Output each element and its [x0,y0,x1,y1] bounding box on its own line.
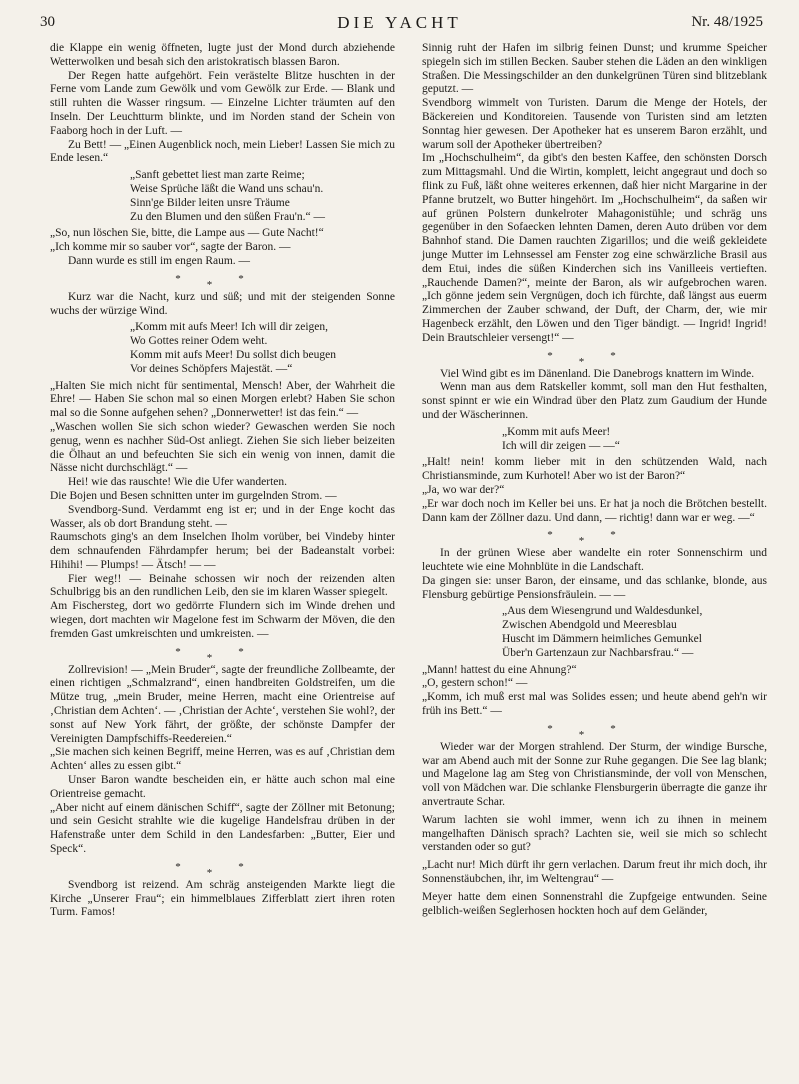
asterisk-ornament: * [238,645,270,658]
paragraph: Svendborg ist reizend. Am schräg ansteigenden Markte liegt die Kirche „Unserer Frau“; ein himmelblaues Zifferblatt ziert ihren roten Turm. Famos! [50,878,395,919]
asterisk-ornament: * [175,645,207,658]
paragraph: Im „Hochschulheim“, da gibt's den besten Kaffee, den schönsten Dorsch zum Mittagsmahl. Und die Wirtin, komplett, leicht angegraut und doch so flink zu Fuß, läßt ohne weiteres erkennen, daß hier nicht Margarine in der Pfanne brutzelt, wo Butter hingehört. Im „Hochschulheim“, da saßen wir auf grünen Polstern dunkelroter Mahagonistühle; und schräg uns gegenüber in den Sofaecken lehnten Damen, deren Auto drüben vor dem Bahnhof stand. Die Damen rauchten Zigarillos; und die weiß gekleidete junge Mutter im Lehnsessel am Fenster zog eine schwärzliche Brasil aus dem Etui, indes die süßen Kinderchen sich ins Vanilleeis vertieften. „Rauchende Damen?“, meinte der Baron, als wir aufgebrochen waren. „Ich gönne jedem sein Vergnügen, doch ich fürchte, daß längst aus euerm Zimmerchen der Zauber schwand, der Duft, der Charm, der, wie mir Hagenbeck erzählt, den Löwen und den Tiger bändigt. — Ingrid! Ingrid! Dein Brautschleier versengt!“ — [422,152,767,344]
section-divider-stars [422,529,767,548]
asterisk-ornament: * [238,860,270,873]
paragraph: Die Bojen und Besen schnitten unter im gurgelnden Strom. — [50,489,337,502]
paragraph: Hei! wie das rauschte! Wie die Ufer wanderten. [68,476,288,489]
paragraph: „Ja, wo war der?“ [422,483,505,496]
paragraph: Da gingen sie: unser Baron, der einsame, und das schlanke, blonde, aus Flensburg gebürtige Pensionsfräulein. — — [422,574,767,601]
magazine-title: DIE YACHT [337,13,462,32]
section-divider-stars [50,272,395,291]
paragraph: „Komm, ich muß erst mal was Solides essen; und heute abend geh'n wir früh ins Bett.“ — [422,691,767,718]
paragraph: Unser Baron wandte bescheiden ein, er hätte auch schon mal eine Orientreise gemacht. [50,774,395,800]
issue-number: Nr. 48/1925 [691,14,763,30]
verse-line: Zwischen Abendgold und Meeresblau [502,619,677,632]
paragraph: Zu Bett! — „Einen Augenblick noch, mein Lieber! Lassen Sie mich zu Ende lesen.“ [50,138,395,165]
verse-line: „Komm mit aufs Meer! [502,425,611,438]
verse [502,426,767,454]
section-divider-stars [50,860,395,879]
verse-line: Zu den Blumen und den süßen Frau'n.“ — [130,210,325,223]
asterisk-ornament: * [175,272,207,285]
paragraph: „O, gestern schon!“ — [422,677,528,690]
asterisk-ornament: * [547,349,579,362]
paragraph: „Mann! hattest du eine Ahnung?“ [422,663,577,676]
asterisk-ornament: * [206,278,239,291]
paragraph: Wenn man aus dem Ratskeller kommt, soll man den Hut festhalten, sonst spinnt er wie ein Windrad über den Platz zum Gaudium der Hunde und der Wäscherinnen. [422,381,767,421]
paragraph: Zollrevision! — „Mein Bruder“, sagte der freundliche Zollbeamte, der einen richtigen „Schmalzrand“, einen handbreiten Goldstreifen, um die Mütze trug, „mein Bruder, meine Herren, macht eine Orientreise auf ‚Christian dem Achten‘. — ‚Christian der Achte‘, verstehen Sie wohl?, der sonst auf New York fährt, der größte, der schönste Dampfer der Vereinigten Dampfschiffs-Reedereien.“ [50,663,395,745]
paragraph: Am Fischersteg, dort wo gedörrte Flundern sich im Winde drehen und wiegen, dort machten wir Magelone fest im Schwarm der Möven, die den fremden Gast umkreischten und umkreisten. — [50,600,395,640]
asterisk-ornament: * [578,355,611,368]
paragraph: Der Regen hatte aufgehört. Fein verästelte Blitze huschten in der Ferne vom Lande zum Gewölk und vom Gewölk zur Erde. — Blank und still ruhten die Wasser ringsum. — Einzelne Lichter träumten auf den Inseln. Der Leuchtturm blinkte, und im Norden stand der Schein von Faaborg hoch in der Luft. — [50,69,395,137]
asterisk-ornament: * [547,722,579,735]
right-column [422,42,767,918]
verse-line: Weise Sprüche läßt die Wand uns schau'n. [130,182,324,195]
paragraph: „Halt! nein! komm lieber mit in den schützenden Wald, nach Christiansminde, zum Kurhotel! Aber wo ist der Baron?“ [422,456,767,483]
verse [130,169,395,224]
verse-line: „Komm mit aufs Meer! Ich will dir zeigen, [130,321,328,334]
asterisk-ornament: * [175,860,207,873]
asterisk-ornament: * [610,529,642,542]
paragraph: „Lacht nur! Mich dürft ihr gern verlachen. Darum freut ihr mich doch, ihr Sonnenstäubchen, ihr, im Weltengrau“ — [422,859,767,886]
paragraph: „Ich komme mir so sauber vor“, sagte der Baron. — [50,241,291,254]
paragraph: Svendborg-Sund. Verdammt eng ist er; und in der Enge kocht das Wasser, als ob dort Brandung steht. — [50,503,395,530]
paragraph: „Waschen wollen Sie sich schon wieder? Gewaschen werden Sie noch genug, wenn es nachher Süd-Ost anliegt. Ziehen Sie sich lieber beizeiten die Ölhaut an und befeuchten Sie sich ein wenig von innen, damit die Nässe nicht durchschlägt.“ — [50,420,395,475]
paragraph: Viel Wind gibt es im Dänenland. Die Danebrogs knattern im Winde. [440,367,755,380]
verse-line: Über'n Gartenzaun zur Nachbarsfrau.“ — [502,646,694,659]
page-number: 30 [40,14,55,30]
paragraph: Dann wurde es still im engen Raum. — [68,254,251,267]
verse-line: „Sanft gebettet liest man zarte Reime; [130,169,305,182]
section-divider-stars [422,349,767,368]
paragraph: In der grünen Wiese aber wandelte ein roter Sonnenschirm und leuchtete wie eine Mohnblüte in die Landschaft. [422,547,767,574]
paragraph: „Sie machen sich keinen Begriff, meine Herren, was es auf ‚Christian dem Achten‘ alles zu essen gibt.“ [50,746,395,773]
paragraph: Fier weg!! — Beinahe schossen wir noch der reizenden alten Schulbrigg bis an den rundlichen Leib, den sie im klaren Wasser spiegelt. [50,572,395,599]
asterisk-ornament: * [578,535,611,548]
verse-line: Wo Gottes reiner Odem weht. [130,335,268,348]
verse-line: „Aus dem Wiesengrund und Waldesdunkel, [502,605,703,618]
verse [502,605,767,660]
paragraph: „Halten Sie mich nicht für sentimental, Mensch! Aber, der Wahrheit die Ehre! — Haben Sie schon mal so einen Morgen erlebt? Haben Sie schon mal so die Sonne aufgehen sehen? „Donnerwetter! ist das fein.“ — [50,379,395,420]
asterisk-ornament: * [578,728,611,741]
verse-line: Komm mit aufs Meer! Du sollst dich beugen [130,348,337,361]
section-divider-stars [50,645,395,664]
verse-line: Ich will dir zeigen — —“ [502,439,620,452]
paragraph: Sinnig ruht der Hafen im silbrig feinen Dunst; und krumme Speicher spiegeln sich im stillen Becken. Sauber stehen die Läden an den winkligen Straßen. Die Messingschilder an den dunkelgrünen Türen sind blitzeblank geputzt. — [422,42,767,96]
verse-line: Vor deines Schöpfers Majestät. —“ [130,362,293,375]
paragraph: Raumschots ging's an dem Inselchen Iholm vorüber, bei Vindeby hinter dem schnaufenden Fährdampfer herum; bei der Badeanstalt vorbei: Hihihi! — Plumps! — Ätsch! — — [50,531,395,571]
asterisk-ornament: * [206,866,239,879]
paragraph: „Aber nicht auf einem dänischen Schiff“, sagte der Zöllner mit Betonung; und sein Gesicht strahlte wie die kugelige Handelsfrau drüben in der Hafenstraße unter dem Schild in den Landesfarben: „Butter, Eier und Speck“. [50,801,395,856]
paragraph: die Klappe ein wenig öffneten, lugte just der Mond durch abziehende Wetterwolken und besah sich den aristokratisch blassen Baron. [50,42,395,68]
verse-line: Sinn'ge Bilder leiten unsre Träume [130,196,290,209]
asterisk-ornament: * [547,529,579,542]
asterisk-ornament: * [206,651,239,664]
paragraph: „Er war doch noch im Keller bei uns. Er hat ja noch die Brötchen bestellt. Dann kam der Zöllner dazu. Und dann, — richtig! dann war er weg. —“ [422,497,767,524]
asterisk-ornament: * [610,722,642,735]
paragraph: Svendborg wimmelt von Turisten. Darum die Menge der Hotels, der Bäckereien und Konditoreien. Tausende von Turisten sind am letzten Sonntag hier gewesen. Der Apotheker hat es unserem Baron erzählt, und warum soll der Apotheker übertreiben? [422,97,767,151]
paragraph: „So, nun löschen Sie, bitte, die Lampe aus — Gute Nacht!“ [50,227,324,240]
asterisk-ornament: * [610,349,642,362]
paragraph: Warum lachten sie wohl immer, wenn ich zu ihnen in meinem mangelhaften Dänisch sprach? Lachten sie, weil sie mich so schlecht verstanden oder so gut? [422,813,767,854]
paragraph: Meyer hatte dem einen Sonnenstrahl die Zupfgeige entwunden. Seine gelblich-weißen Seglerhosen hockten hoch auf dem Geländer, [422,890,767,917]
section-divider-stars [422,722,767,741]
left-column [50,42,395,920]
paragraph: Wieder war der Morgen strahlend. Der Sturm, der windige Bursche, war am Abend auch mit der Sonne zur Ruhe gegangen. Die See lag blank; und Magelone lag am Steg von Christiansminde, der voll von Menschen, voll von Mädchen war. Die schlanke Flensburgerin überragte die ganze ihr anvertraute Schar. [422,740,767,809]
verse [130,321,395,376]
paragraph: Kurz war die Nacht, kurz und süß; und mit der steigenden Sonne wuchs der würzige Wind. [50,290,395,317]
asterisk-ornament: * [238,272,270,285]
verse-line: Huscht im Dämmern heimliches Gemunkel [502,633,702,646]
